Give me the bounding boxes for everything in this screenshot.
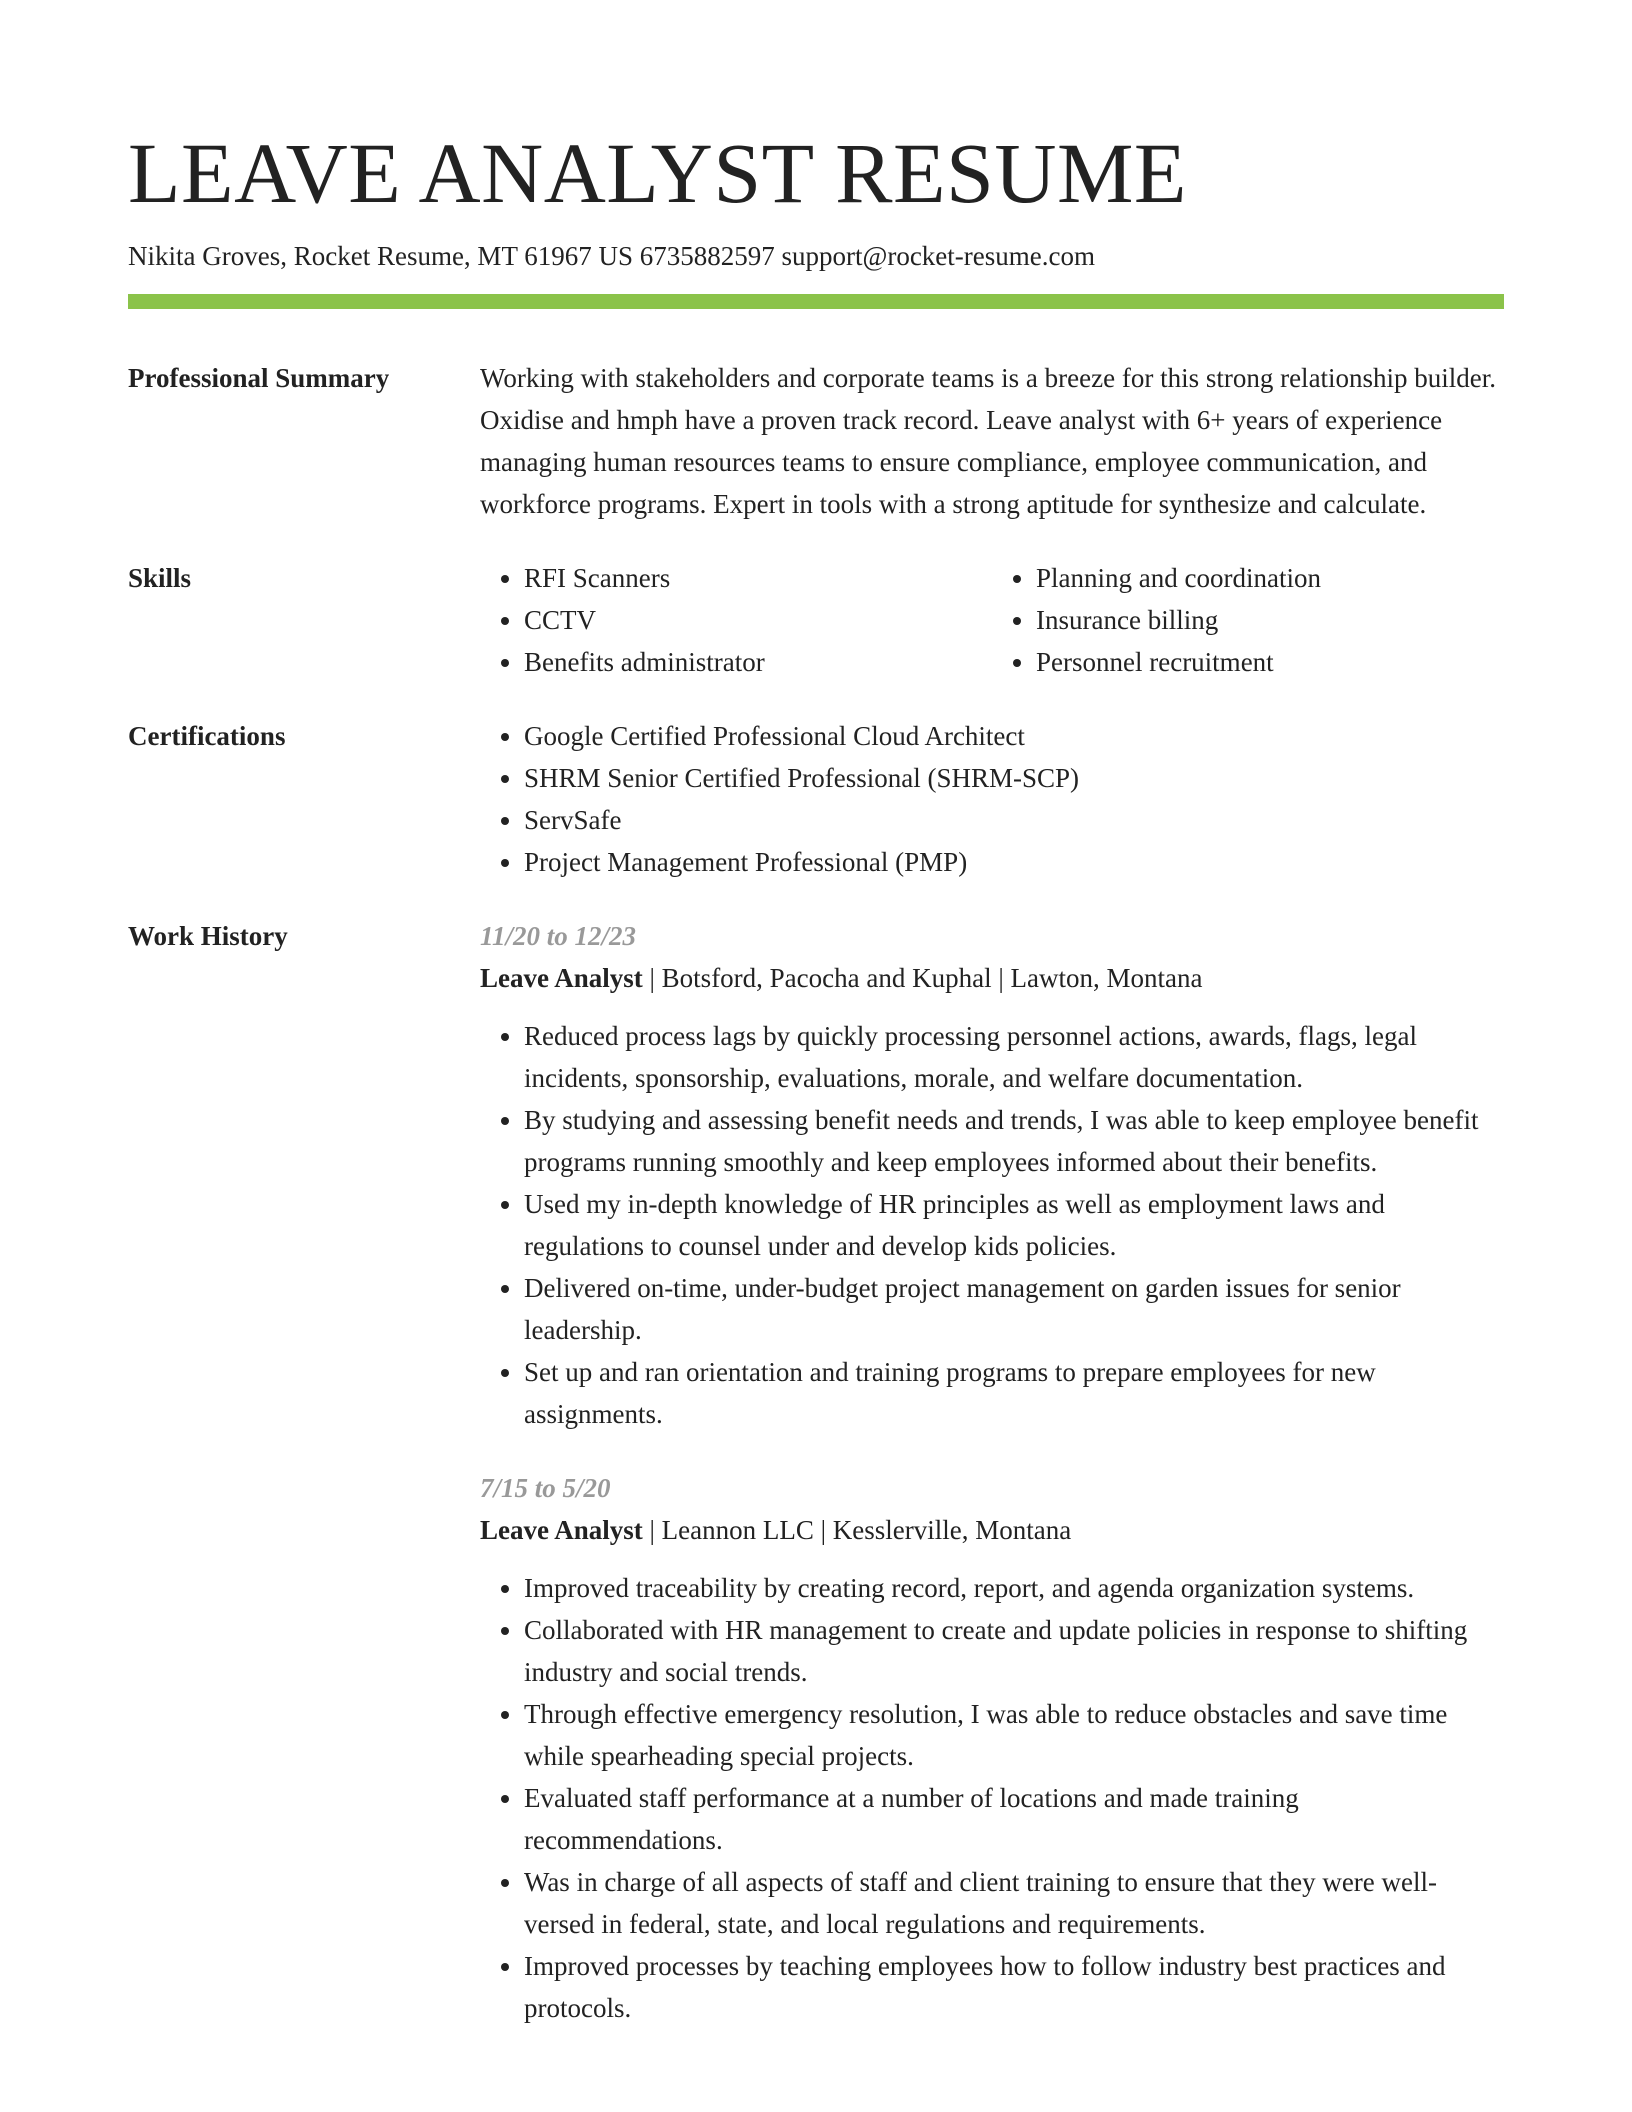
section-label-certifications: Certifications: [128, 721, 286, 751]
skills-column-2: [992, 557, 1504, 683]
skill-item: • Insurance billing: [1036, 599, 1504, 641]
skills-section: [128, 557, 1504, 683]
job-bullet: • Improved processes by teaching employees how to follow industry best practices and protocols.: [524, 1945, 1504, 2029]
skill-item: • Planning and coordination: [1036, 557, 1504, 599]
job-bullets: [480, 1567, 1504, 2029]
job-entry: [480, 1467, 1504, 2029]
job-bullet: • Was in charge of all aspects of staff and client training to ensure that they were well-versed in federal, state, and local regulations and requirements.: [524, 1861, 1504, 1945]
skill-item: • Benefits administrator: [524, 641, 992, 683]
certifications-body: [480, 715, 1504, 883]
job-bullet: • Used my in-depth knowledge of HR principles as well as employment laws and regulations to counsel under and develop kids policies.: [524, 1183, 1504, 1267]
job-title: Leave Analyst: [480, 1515, 643, 1545]
job-bullets: [480, 1015, 1504, 1435]
skill-item: • Personnel recruitment: [1036, 641, 1504, 683]
job-details: | Leannon LLC | Kesslerville, Montana: [642, 1515, 1072, 1545]
job-dates: 7/15 to 5/20: [480, 1473, 611, 1503]
certifications-list: [480, 715, 1504, 883]
summary-text: Working with stakeholders and corporate teams is a breeze for this strong relationship builder. Oxidise and hmph have a proven track record. Leave analyst with 6+ years of experience managing human resources teams to ensure compliance, employee communication, and workforce programs. Expert in tools with a strong aptitude for synthesize and calculate.: [480, 363, 1497, 519]
skills-grid: [480, 557, 1504, 683]
work-history-section: [128, 915, 1504, 2029]
work-history-body: [480, 915, 1504, 2029]
job-bullet: • Reduced process lags by quickly processing personnel actions, awards, flags, legal incidents, sponsorship, evaluations, morale, and welfare documentation.: [524, 1015, 1504, 1099]
certification-item: • Project Management Professional (PMP): [524, 841, 1504, 883]
skills-column-1: [480, 557, 992, 683]
job-heading: [480, 1509, 1504, 1551]
header-divider: [128, 294, 1504, 309]
job-heading: [480, 957, 1504, 999]
skill-item: • CCTV: [524, 599, 992, 641]
job-bullet: • Set up and ran orientation and training programs to prepare employees for new assignments.: [524, 1351, 1504, 1435]
skills-body: [480, 557, 1504, 683]
job-title: Leave Analyst: [480, 963, 643, 993]
certification-item: • Google Certified Professional Cloud Architect: [524, 715, 1504, 757]
job-bullet: • Evaluated staff performance at a number of locations and made training recommendations.: [524, 1777, 1504, 1861]
resume-title: LEAVE ANALYST RESUME: [128, 125, 1187, 221]
certification-item: • SHRM Senior Certified Professional (SHRM-SCP): [524, 757, 1504, 799]
certification-item: • ServSafe: [524, 799, 1504, 841]
job-bullet: • By studying and assessing benefit needs and trends, I was able to keep employee benefit programs running smoothly and keep employees informed about their benefits.: [524, 1099, 1504, 1183]
skill-item: • RFI Scanners: [524, 557, 992, 599]
job-entry: [480, 915, 1504, 1435]
summary-section: [128, 357, 1504, 525]
job-bullet: • Delivered on-time, under-budget project management on garden issues for senior leadership.: [524, 1267, 1504, 1351]
section-label-work-history: Work History: [128, 921, 288, 951]
section-label-skills: Skills: [128, 563, 192, 593]
job-details: | Botsford, Pacocha and Kuphal | Lawton, Montana: [642, 963, 1203, 993]
job-dates: 11/20 to 12/23: [480, 921, 637, 951]
contact-line: Nikita Groves, Rocket Resume, MT 61967 US 6735882597 support@rocket-resume.com: [128, 241, 1095, 271]
job-bullet: • Collaborated with HR management to create and update policies in response to shifting industry and social trends.: [524, 1609, 1504, 1693]
certifications-section: [128, 715, 1504, 883]
section-label-summary: Professional Summary: [128, 363, 390, 393]
job-bullet: • Through effective emergency resolution, I was able to reduce obstacles and save time while spearheading special projects.: [524, 1693, 1504, 1777]
job-bullet: • Improved traceability by creating record, report, and agenda organization systems.: [524, 1567, 1504, 1609]
